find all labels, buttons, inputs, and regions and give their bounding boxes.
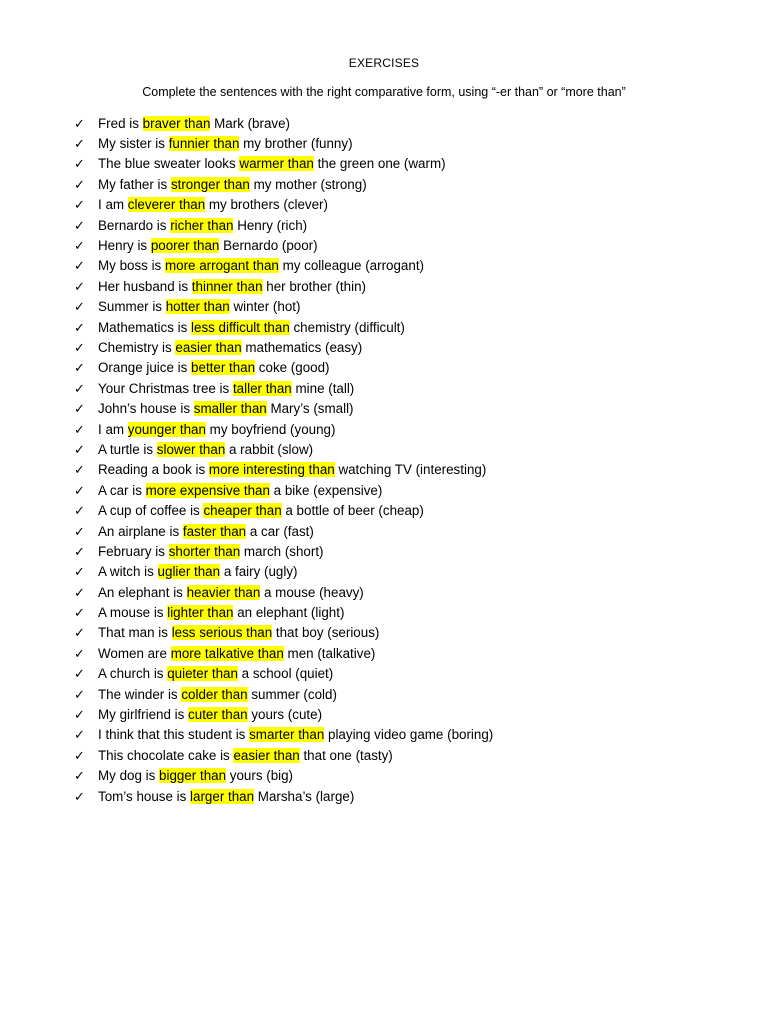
sentence-start: Mathematics is	[98, 319, 192, 335]
check-mark-icon: ✓	[74, 217, 85, 233]
check-mark-icon: ✓	[74, 299, 85, 315]
list-item	[74, 745, 493, 765]
sentence-end: Marsha’s (large)	[254, 788, 355, 804]
check-mark-icon: ✓	[74, 686, 85, 702]
check-mark-icon: ✓	[74, 564, 85, 580]
sentence-end: men (talkative)	[283, 645, 376, 661]
highlighted-answer: richer than	[170, 217, 234, 233]
sentence-end: the green one (warm)	[313, 156, 446, 172]
sentence-start: A witch is	[98, 564, 158, 580]
highlighted-answer: stronger than	[170, 176, 250, 192]
check-mark-icon: ✓	[74, 707, 85, 723]
check-mark-icon: ✓	[74, 768, 85, 784]
highlighted-answer: shorter than	[168, 543, 241, 559]
sentence-end: playing video game (boring)	[324, 727, 494, 743]
sentence-start: I am	[98, 421, 128, 437]
list-item	[74, 133, 493, 153]
sentence-end: an elephant (light)	[233, 605, 345, 621]
sentence-start: Your Christmas tree is	[98, 380, 233, 396]
sentence-start: February is	[98, 543, 169, 559]
sentence-end: watching TV (interesting)	[334, 462, 487, 478]
sentence-end: a school (quiet)	[237, 666, 334, 682]
check-mark-icon: ✓	[74, 156, 85, 172]
sentence-start: Chemistry is	[98, 339, 176, 355]
sentence-end: a car (fast)	[246, 523, 314, 539]
list-item	[74, 602, 493, 622]
highlighted-answer: cleverer than	[127, 197, 206, 213]
sentence-start: My dog is	[98, 768, 160, 784]
list-item	[74, 480, 493, 500]
sentence-end: mathematics (easy)	[241, 339, 363, 355]
sentence-end: a mouse (heavy)	[260, 584, 364, 600]
list-item	[74, 113, 493, 133]
check-mark-icon: ✓	[74, 319, 85, 335]
list-item	[74, 235, 493, 255]
sentence-start: Reading a book is	[98, 462, 209, 478]
sentence-end: her brother (thin)	[262, 278, 366, 294]
highlighted-answer: lighter than	[167, 605, 234, 621]
list-item	[74, 276, 493, 296]
highlighted-answer: less difficult than	[191, 319, 290, 335]
list-item	[74, 664, 493, 684]
highlighted-answer: better than	[191, 360, 256, 376]
check-mark-icon: ✓	[74, 360, 85, 376]
list-item	[74, 419, 493, 439]
sentence-start: My boss is	[98, 258, 165, 274]
sentence-end: a fairy (ugly)	[220, 564, 298, 580]
check-mark-icon: ✓	[74, 441, 85, 457]
sentence-start: A church is	[98, 666, 168, 682]
sentence-end: that one (tasty)	[299, 747, 393, 763]
list-item	[74, 500, 493, 520]
list-item	[74, 623, 493, 643]
check-mark-icon: ✓	[74, 523, 85, 539]
list-item	[74, 337, 493, 357]
sentence-end: mine (tall)	[291, 380, 355, 396]
check-mark-icon: ✓	[74, 197, 85, 213]
list-item	[74, 684, 493, 704]
sentence-start: My father is	[98, 176, 171, 192]
highlighted-answer: more expensive than	[145, 482, 270, 498]
list-item	[74, 215, 493, 235]
sentence-start: My girlfriend is	[98, 707, 189, 723]
check-mark-icon: ✓	[74, 115, 85, 131]
check-mark-icon: ✓	[74, 503, 85, 519]
highlighted-answer: faster than	[182, 523, 247, 539]
list-item	[74, 725, 493, 745]
list-item	[74, 154, 493, 174]
highlighted-answer: cuter than	[188, 707, 248, 723]
sentence-end: yours (big)	[226, 768, 294, 784]
sentence-start: The blue sweater looks	[98, 156, 240, 172]
highlighted-answer: poorer than	[150, 238, 220, 254]
sentence-start: Orange juice is	[98, 360, 192, 376]
sentence-start: My sister is	[98, 136, 169, 152]
check-mark-icon: ✓	[74, 176, 85, 192]
highlighted-answer: colder than	[181, 686, 248, 702]
sentence-end: my colleague (arrogant)	[278, 258, 424, 274]
check-mark-icon: ✓	[74, 605, 85, 621]
sentence-start: The winder is	[98, 686, 182, 702]
highlighted-answer: more talkative than	[170, 645, 284, 661]
list-item	[74, 582, 493, 602]
sentence-start: A car is	[98, 482, 146, 498]
check-mark-icon: ✓	[74, 278, 85, 294]
sentence-end: my brothers (clever)	[205, 197, 328, 213]
highlighted-answer: funnier than	[168, 136, 240, 152]
check-mark-icon: ✓	[74, 401, 85, 417]
sentence-start: An elephant is	[98, 584, 187, 600]
sentence-end: a bottle of beer (cheap)	[281, 503, 424, 519]
highlighted-answer: cheaper than	[203, 503, 282, 519]
sentence-end: Mark (brave)	[210, 115, 291, 131]
highlighted-answer: heavier than	[186, 584, 261, 600]
sentence-start: A turtle is	[98, 441, 157, 457]
sentence-end: yours (cute)	[247, 707, 323, 723]
highlighted-answer: easier than	[233, 747, 300, 763]
check-mark-icon: ✓	[74, 258, 85, 274]
page-title: EXERCISES	[348, 56, 420, 70]
sentence-start: A mouse is	[98, 605, 168, 621]
list-item	[74, 704, 493, 724]
sentence-start: This chocolate cake is	[98, 747, 234, 763]
sentence-start: Bernardo is	[98, 217, 171, 233]
list-item	[74, 317, 493, 337]
highlighted-answer: taller than	[232, 380, 292, 396]
check-mark-icon: ✓	[74, 543, 85, 559]
sentence-end: march (short)	[240, 543, 324, 559]
sentence-end: Bernardo (poor)	[219, 238, 318, 254]
sentence-end: coke (good)	[255, 360, 330, 376]
highlighted-answer: thinner than	[191, 278, 263, 294]
sentence-start: An airplane is	[98, 523, 183, 539]
highlighted-answer: hotter than	[165, 299, 230, 315]
check-mark-icon: ✓	[74, 482, 85, 498]
list-item	[74, 195, 493, 215]
sentence-start: I think that this student is	[98, 727, 250, 743]
sentence-end: a rabbit (slow)	[225, 441, 314, 457]
list-item	[74, 541, 493, 561]
sentence-end: winter (hot)	[229, 299, 301, 315]
sentence-end: that boy (serious)	[272, 625, 380, 641]
highlighted-answer: more interesting than	[208, 462, 335, 478]
sentence-end: Mary’s (small)	[266, 401, 354, 417]
sentence-start: That man is	[98, 625, 172, 641]
sentence-start: John’s house is	[98, 401, 194, 417]
sentence-end: my brother (funny)	[239, 136, 353, 152]
check-mark-icon: ✓	[74, 727, 85, 743]
sentence-end: chemistry (difficult)	[289, 319, 405, 335]
highlighted-answer: less serious than	[171, 625, 273, 641]
instruction-text: Complete the sentences with the right comparative form, using “-er than” or “more than”	[142, 85, 626, 99]
highlighted-answer: slower than	[156, 441, 226, 457]
highlighted-answer: easier than	[175, 339, 242, 355]
highlighted-answer: younger than	[127, 421, 206, 437]
check-mark-icon: ✓	[74, 666, 85, 682]
list-item	[74, 766, 493, 786]
highlighted-answer: quieter than	[167, 666, 238, 682]
highlighted-answer: more arrogant than	[164, 258, 279, 274]
check-mark-icon: ✓	[74, 136, 85, 152]
check-mark-icon: ✓	[74, 747, 85, 763]
sentence-end: a bike (expensive)	[269, 482, 383, 498]
sentence-end: my boyfriend (young)	[205, 421, 336, 437]
sentence-start: Her husband is	[98, 278, 192, 294]
check-mark-icon: ✓	[74, 625, 85, 641]
check-mark-icon: ✓	[74, 584, 85, 600]
highlighted-answer: smarter than	[249, 727, 325, 743]
list-item	[74, 786, 493, 806]
sentence-start: A cup of coffee is	[98, 503, 204, 519]
exercise-list	[74, 113, 493, 806]
sentence-start: I am	[98, 197, 128, 213]
list-item	[74, 378, 493, 398]
check-mark-icon: ✓	[74, 462, 85, 478]
list-item	[74, 460, 493, 480]
check-mark-icon: ✓	[74, 339, 85, 355]
list-item	[74, 439, 493, 459]
check-mark-icon: ✓	[74, 645, 85, 661]
sentence-start: Henry is	[98, 238, 151, 254]
check-mark-icon: ✓	[74, 380, 85, 396]
check-mark-icon: ✓	[74, 421, 85, 437]
highlighted-answer: uglier than	[157, 564, 221, 580]
list-item	[74, 398, 493, 418]
sentence-end: summer (cold)	[247, 686, 337, 702]
highlighted-answer: warmer than	[239, 156, 314, 172]
check-mark-icon: ✓	[74, 788, 85, 804]
highlighted-answer: smaller than	[193, 401, 267, 417]
list-item	[74, 256, 493, 276]
highlighted-answer: bigger than	[159, 768, 227, 784]
list-item	[74, 562, 493, 582]
check-mark-icon: ✓	[74, 238, 85, 254]
list-item	[74, 643, 493, 663]
list-item	[74, 521, 493, 541]
sentence-start: Women are	[98, 645, 171, 661]
list-item	[74, 297, 493, 317]
sentence-start: Tom’s house is	[98, 788, 191, 804]
sentence-end: my mother (strong)	[249, 176, 367, 192]
list-item	[74, 174, 493, 194]
sentence-end: Henry (rich)	[233, 217, 308, 233]
sentence-start: Summer is	[98, 299, 166, 315]
sentence-start: Fred is	[98, 115, 143, 131]
highlighted-answer: braver than	[142, 115, 211, 131]
highlighted-answer: larger than	[190, 788, 255, 804]
list-item	[74, 358, 493, 378]
